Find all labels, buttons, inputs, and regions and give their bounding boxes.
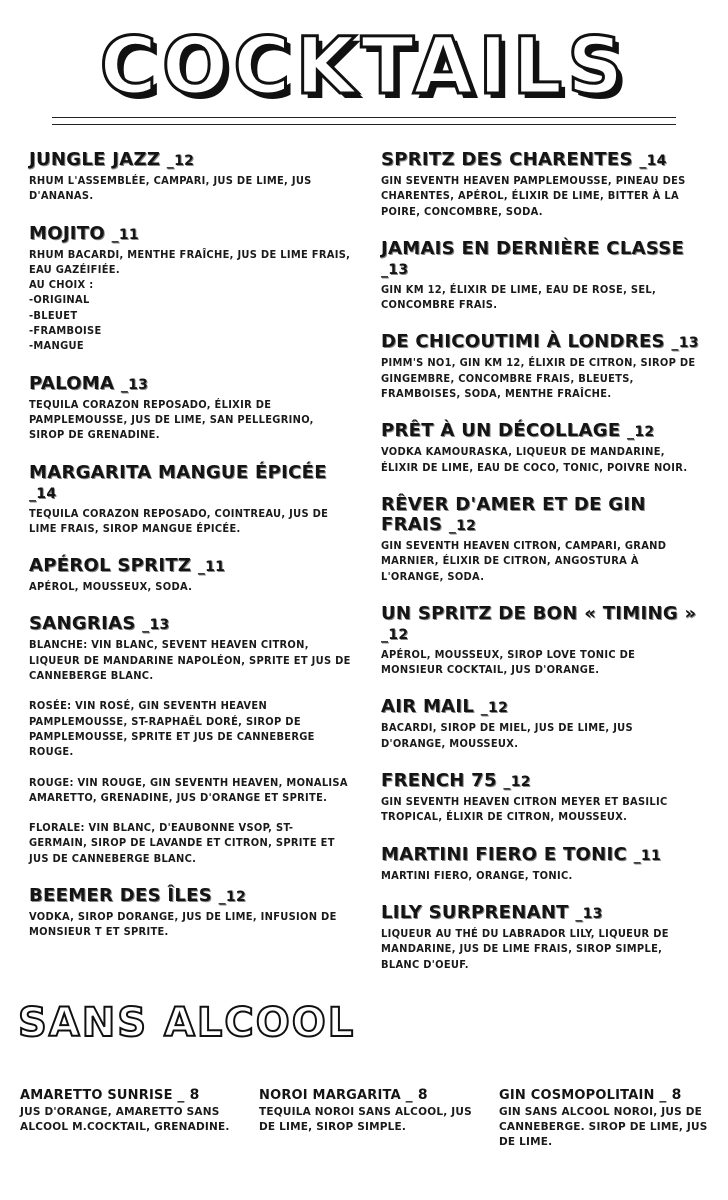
item-name-line xyxy=(381,421,699,442)
description-line: RHUM BACARDI, MENTHE FRAÎCHE, JUS DE LIME FRAIS, EAU GAZÉIFIÉE. xyxy=(29,247,351,276)
non-alcoholic-item xyxy=(499,1086,709,1150)
item-name: BEEMER DES ÎLES xyxy=(29,885,213,907)
item-name: DE CHICOUTIMI À LONDRES xyxy=(381,331,665,353)
description-line: GIN SEVENTH HEAVEN CITRON, CAMPARI, GRAND MARNIER, ÉLIXIR DE CITRON, ANGOSTURA À L'ORANGE, SODA. xyxy=(381,538,667,583)
item-name-line xyxy=(29,556,351,577)
item-description xyxy=(29,173,351,204)
non-alcoholic-item xyxy=(259,1086,479,1135)
description-line: BACARDI, SIROP DE MIEL, JUS DE LIME, JUS D'ORANGE, MOUSSEUX. xyxy=(381,721,633,750)
item-name: UN SPRITZ DE BON « TIMING » xyxy=(381,602,697,624)
item-name-line xyxy=(381,332,699,353)
item-name-line xyxy=(29,614,351,635)
item-name: JUNGLE JAZZ xyxy=(29,149,161,170)
item-name-line xyxy=(381,771,699,792)
item-name-line xyxy=(29,150,351,171)
item-price: _12 xyxy=(627,424,655,441)
item-name-line xyxy=(499,1086,709,1105)
item-name-line xyxy=(381,903,699,924)
item-price: _12 xyxy=(218,889,247,906)
item-name: RÊVER D'AMER ET DE GIN FRAIS xyxy=(381,493,646,535)
item-name: MARGARITA MANGUE ÉPICÉE xyxy=(29,461,327,483)
item-description xyxy=(381,444,699,475)
item-name-line xyxy=(381,239,699,280)
description-line: FLORALE: VIN BLANC, D'EAUBONNE VSOP, ST-GERMAIN, SIROP DE LAVANDE ET CITRON, SPRITE ET JUS DE CANNEBERGE BLANC. xyxy=(29,821,335,865)
description-line: -BLEUET xyxy=(29,308,78,322)
menu-item xyxy=(381,771,699,825)
item-name: PALOMA xyxy=(29,372,115,394)
non-alcoholic-item xyxy=(20,1086,240,1135)
right-menu-column xyxy=(381,150,699,992)
description-line: -MANGUE xyxy=(29,339,84,353)
menu-item xyxy=(381,421,699,475)
item-name-line xyxy=(381,697,699,718)
item-description: JUS D'ORANGE, AMARETTO SANS ALCOOL M.COCKTAIL, GRENADINE. xyxy=(20,1106,230,1133)
item-description xyxy=(29,637,351,866)
menu-item xyxy=(381,150,699,219)
item-description xyxy=(381,647,699,678)
description-line: TEQUILA CORAZON REPOSADO, ÉLIXIR DE PAMPLEMOUSSE, JUS DE LIME, SAN PELLEGRINO, SIROP DE GRENADINE. xyxy=(29,397,314,442)
menu-item xyxy=(381,495,699,584)
description-line: PIMM'S NO1, GIN KM 12, ÉLIXIR DE CITRON, SIROP DE GINGEMBRE, CONCOMBRE FRAIS, BLEUETS, FRAMBOISES, SODA, MENTHE FRAÎCHE. xyxy=(381,356,696,401)
description-line: VODKA KAMOURASKA, LIQUEUR DE MANDARINE, ÉLIXIR DE LIME, EAU DE COCO, TONIC, POIVRE NOIR. xyxy=(381,445,688,474)
left-menu-column xyxy=(29,150,351,960)
description-line: GIN KM 12, ÉLIXIR DE LIME, EAU DE ROSE, SEL, CONCOMBRE FRAIS. xyxy=(381,282,657,312)
item-name: MOJITO xyxy=(29,222,105,244)
item-price: _11 xyxy=(111,226,139,243)
menu-item xyxy=(381,845,699,883)
item-price: _ 8 xyxy=(177,1087,200,1103)
item-name: AMARETTO SUNRISE xyxy=(20,1088,173,1103)
item-description xyxy=(381,173,699,219)
description-line: TEQUILA CORAZON REPOSADO, COINTREAU, JUS DE LIME FRAIS, SIROP MANGUE ÉPICÉE. xyxy=(29,506,329,535)
menu-item xyxy=(29,463,351,537)
title-divider xyxy=(52,117,676,118)
item-name-line xyxy=(381,150,699,171)
item-description: TEQUILA NOROI SANS ALCOOL, JUS DE LIME, SIROP SIMPLE. xyxy=(259,1106,472,1133)
item-name: SPRITZ DES CHARENTES xyxy=(381,149,633,170)
item-price: _11 xyxy=(197,559,226,576)
item-name: JAMAIS EN DERNIÈRE CLASSE xyxy=(381,237,685,259)
description-line: BLANCHE: VIN BLANC, SEVENT HEAVEN CITRON, LIQUEUR DE MANDARINE NAPOLÉON, SPRITE ET JUS DE CANNEBERGE BLANC. xyxy=(29,638,351,683)
item-description xyxy=(29,909,351,940)
menu-item xyxy=(29,150,351,204)
item-price: _12 xyxy=(166,153,195,169)
item-description xyxy=(29,506,351,537)
menu-item xyxy=(381,239,699,313)
paragraph-gap xyxy=(29,760,351,775)
item-name-line xyxy=(29,374,351,395)
description-line: ROUGE: VIN ROUGE, GIN SEVENTH HEAVEN, MONALISA AMARETTO, GRENADINE, JUS D'ORANGE ET SPRITE. xyxy=(29,775,348,804)
page-title: COCKTAILS xyxy=(99,22,629,112)
paragraph-gap xyxy=(29,805,351,820)
item-name-line xyxy=(20,1086,240,1105)
item-name: LILY SURPRENANT xyxy=(381,901,569,923)
item-price: _11 xyxy=(633,847,661,864)
menu-item xyxy=(381,697,699,751)
item-description xyxy=(381,926,699,972)
description-line: GIN SEVENTH HEAVEN CITRON MEYER ET BASILIC TROPICAL, ÉLIXIR DE CITRON, MOUSSEUX. xyxy=(381,795,668,824)
item-description xyxy=(29,579,351,594)
title-divider xyxy=(52,124,676,125)
item-name-line xyxy=(29,224,351,245)
sans-alcool-heading: SANS ALCOOL xyxy=(18,1000,356,1046)
menu-item xyxy=(29,556,351,594)
description-line: MARTINI FIERO, ORANGE, TONIC. xyxy=(381,868,573,882)
item-price: _13 xyxy=(671,335,699,352)
item-name: NOROI MARGARITA xyxy=(259,1088,401,1103)
item-name-line xyxy=(381,845,699,866)
item-description xyxy=(381,282,699,313)
item-name-line xyxy=(381,604,699,645)
item-description xyxy=(29,397,351,443)
item-name: MARTINI FIERO E TONIC xyxy=(381,843,628,865)
item-price: _12 xyxy=(503,774,531,791)
description-line: -FRAMBOISE xyxy=(29,324,102,338)
menu-item xyxy=(29,614,351,866)
item-price: _ 8 xyxy=(659,1087,682,1103)
description-line: ROSÉE: VIN ROSÉ, GIN SEVENTH HEAVEN PAMPLEMOUSSE, ST-RAPHAËL DORÉ, SIROP DE PAMPLEMOUSSE, SPRITE ET JUS DE CANNEBERGE ROUGE. xyxy=(29,699,315,759)
item-description xyxy=(381,868,699,883)
item-price: _14 xyxy=(639,153,667,169)
item-name-line xyxy=(29,463,351,504)
item-description xyxy=(381,355,699,401)
item-name: PRÊT À UN DÉCOLLAGE xyxy=(381,420,621,442)
item-price: _14 xyxy=(29,485,57,502)
menu-item xyxy=(381,903,699,972)
item-name: GIN COSMOPOLITAIN xyxy=(499,1088,655,1103)
description-line: VODKA, SIROP DORANGE, JUS DE LIME, INFUSION DE MONSIEUR T ET SPRITE. xyxy=(29,910,337,939)
item-name-line xyxy=(29,886,351,907)
description-line: AU CHOIX : xyxy=(29,278,94,292)
description-line: RHUM L'ASSEMBLÉE, CAMPARI, JUS DE LIME, JUS D'ANANAS. xyxy=(29,174,312,203)
menu-item xyxy=(29,224,351,354)
menu-item xyxy=(29,374,351,443)
item-price: _12 xyxy=(480,700,509,717)
item-price: _13 xyxy=(575,905,603,922)
item-description: GIN SANS ALCOOL NOROI, JUS DE CANNEBERGE. SIROP DE LIME, JUS DE LIME. xyxy=(499,1106,708,1148)
paragraph-gap xyxy=(29,683,351,698)
menu-item xyxy=(29,886,351,940)
item-price: _13 xyxy=(142,617,170,634)
menu-item xyxy=(381,332,699,401)
item-description xyxy=(29,247,351,354)
item-description xyxy=(381,794,699,825)
item-description xyxy=(381,538,699,584)
item-name: FRENCH 75 xyxy=(381,770,497,792)
menu-item xyxy=(381,604,699,678)
item-name-line xyxy=(259,1086,479,1105)
item-price: _13 xyxy=(381,261,409,278)
description-line: APÉROL, MOUSSEUX, SIROP LOVE TONIC DE MONSIEUR COCKTAIL, JUS D'ORANGE. xyxy=(381,647,636,677)
item-name-line xyxy=(381,495,699,536)
description-line: LIQUEUR AU THÉ DU LABRADOR LILY, LIQUEUR DE MANDARINE, JUS DE LIME FRAIS, SIROP SIMPLE, BLANC D'OEUF. xyxy=(381,926,669,971)
item-price: _12 xyxy=(381,626,409,643)
item-name: SANGRIAS xyxy=(29,613,136,635)
item-name: AIR MAIL xyxy=(381,696,475,718)
item-price: _12 xyxy=(448,517,477,534)
description-line: GIN SEVENTH HEAVEN PAMPLEMOUSSE, PINEAU DES CHARENTES, APÉROL, ÉLIXIR DE LIME, BITTER À LA POIRE, CONCOMBRE, SODA. xyxy=(381,174,686,218)
item-name: APÉROL SPRITZ xyxy=(29,555,192,577)
item-description xyxy=(381,720,699,751)
item-price: _13 xyxy=(120,376,149,393)
description-line: -ORIGINAL xyxy=(29,293,90,307)
description-line: APÉROL, MOUSSEUX, SODA. xyxy=(29,580,193,594)
item-price: _ 8 xyxy=(405,1087,428,1103)
